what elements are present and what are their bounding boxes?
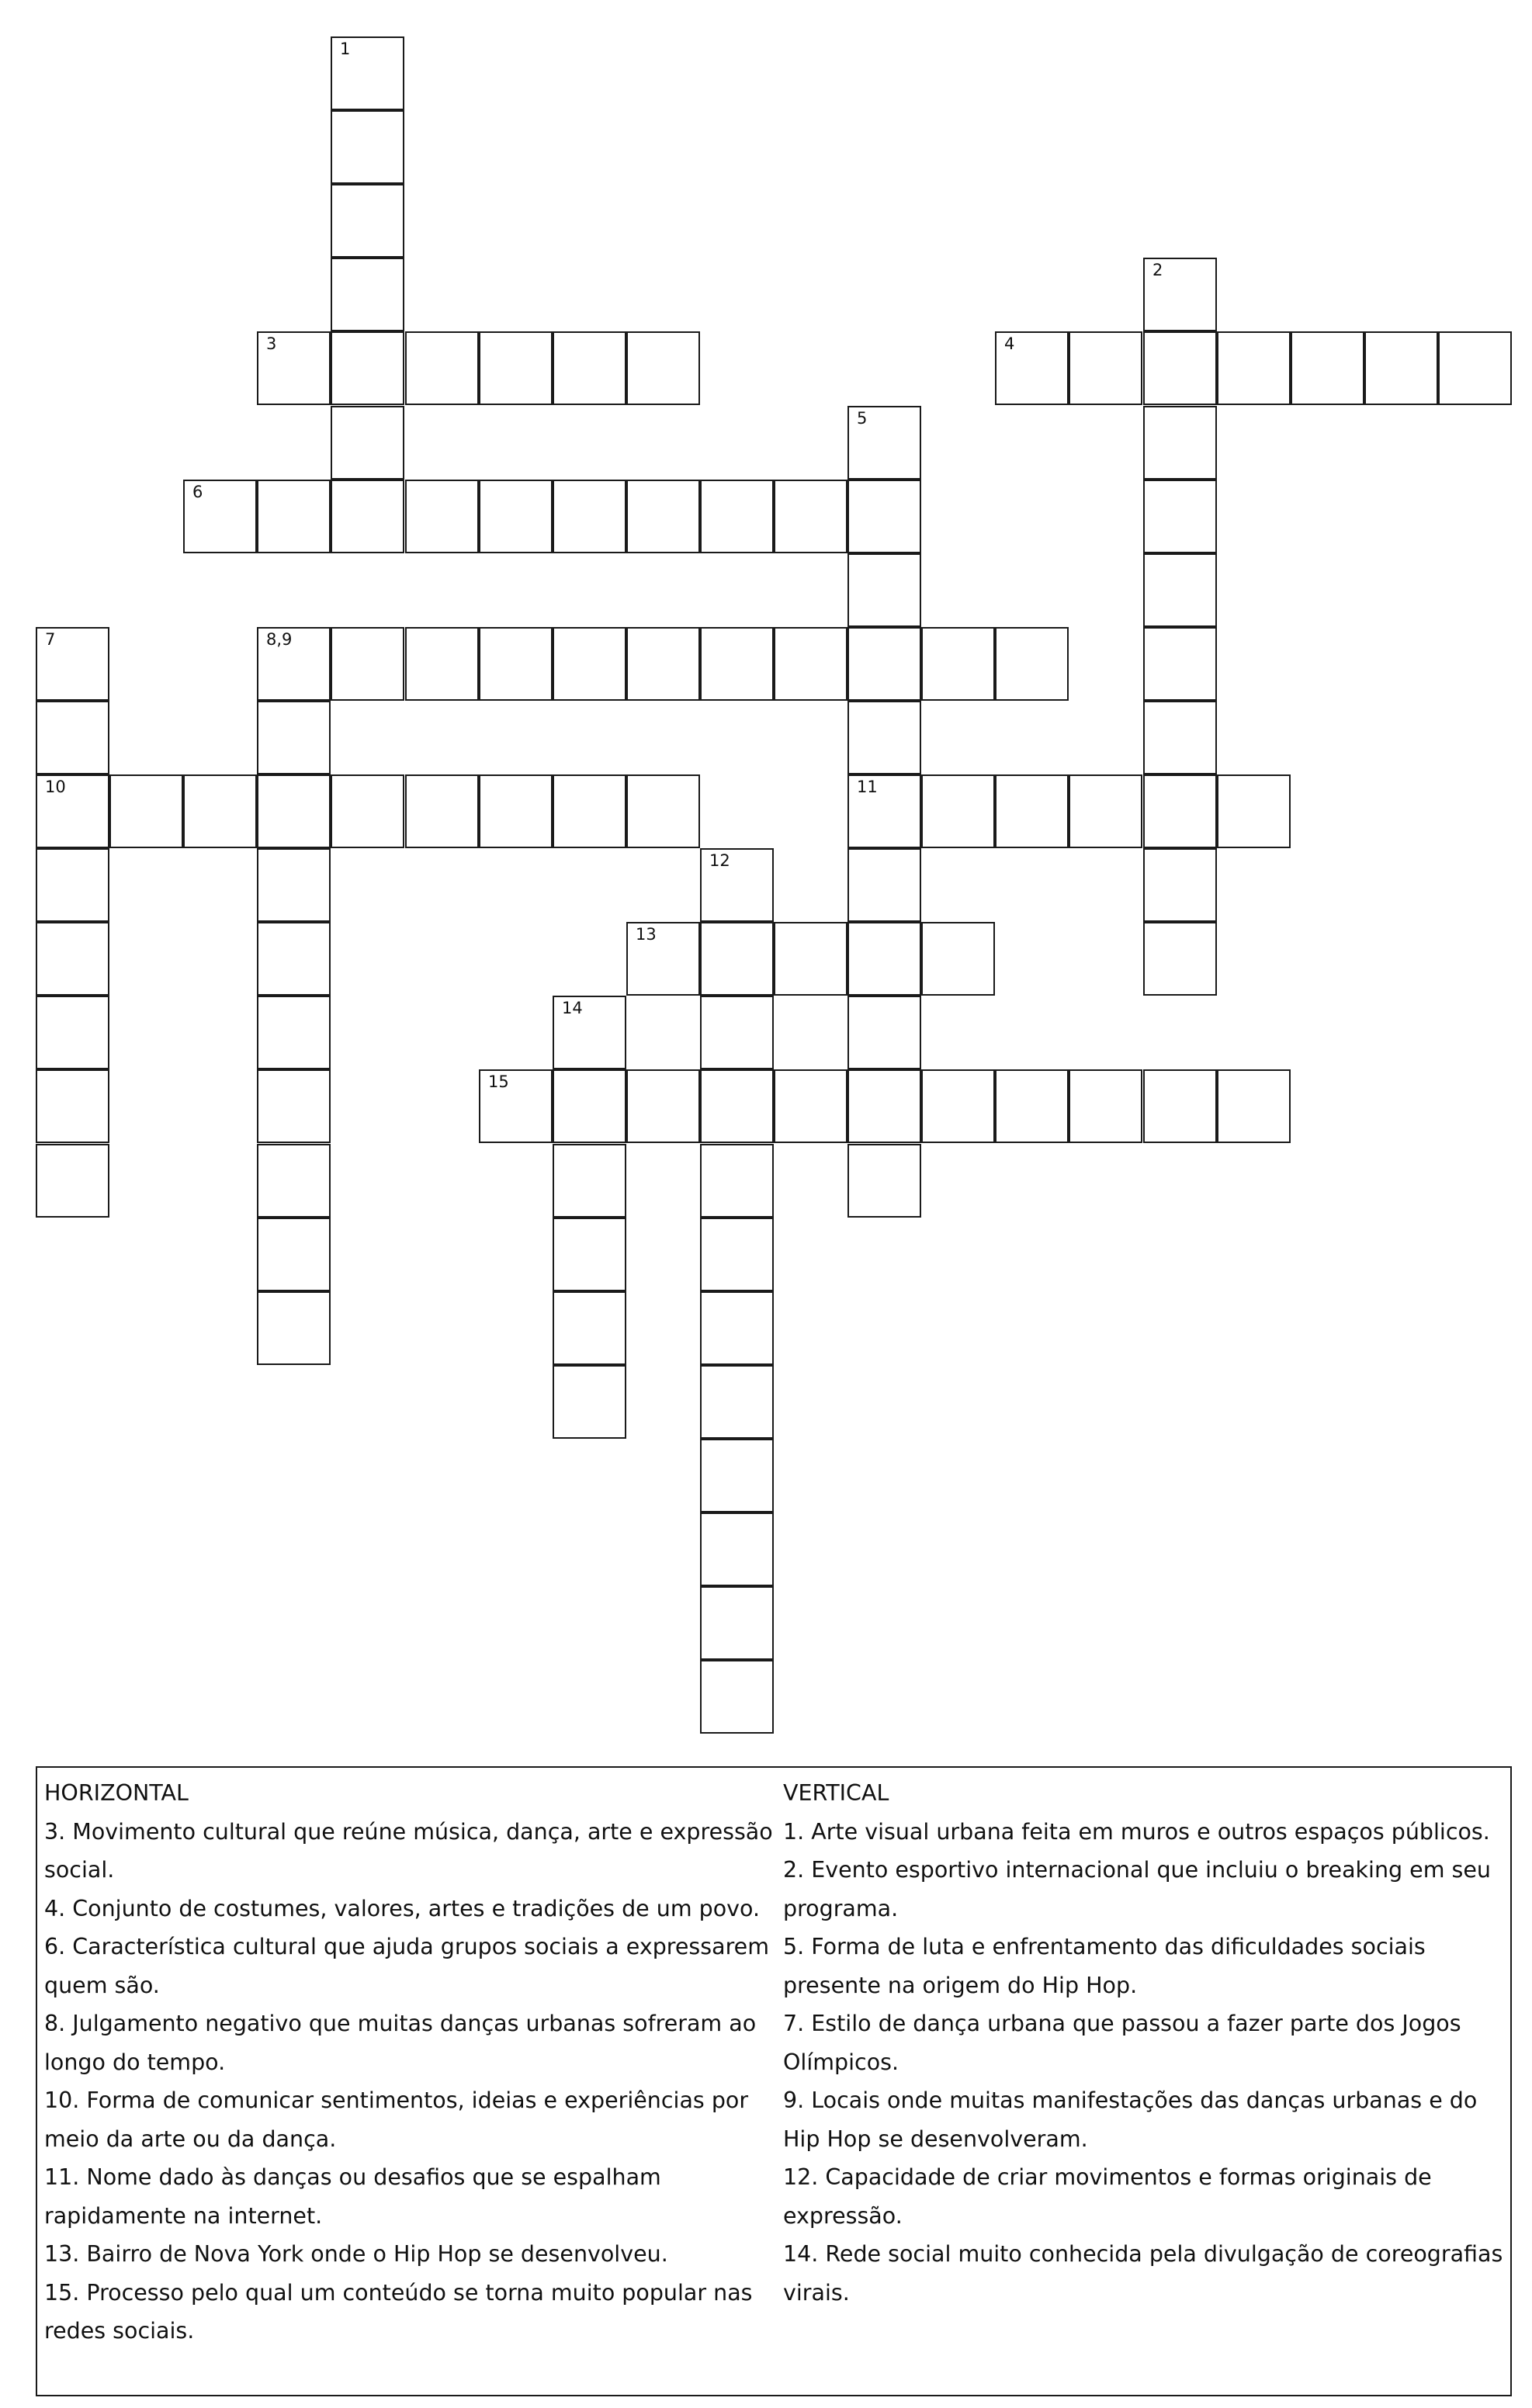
clue-vertical-5: 5. Forma de luta e enfrentamento das dificuldades sociais presente na origem do Hip Hop. — [783, 1934, 1426, 1998]
grid-cell[interactable] — [921, 774, 995, 848]
clue-vertical-7: 7. Estilo de dança urbana que passou a fazer parte dos Jogos Olímpicos. — [783, 2011, 1461, 2075]
clue-number: 13 — [636, 925, 657, 944]
grid-cell[interactable] — [1143, 480, 1217, 553]
grid-cell[interactable] — [1143, 331, 1217, 405]
grid-cell[interactable] — [1291, 331, 1364, 405]
grid-cell[interactable] — [1069, 1069, 1142, 1143]
grid-cell[interactable] — [700, 1439, 774, 1512]
grid-cell[interactable] — [1143, 406, 1217, 480]
clue-number: 12 — [709, 851, 730, 870]
grid-cell[interactable] — [257, 922, 331, 996]
clue-horizontal-10: 10. Forma de comunicar sentimentos, ideias e experiências por meio da arte ou da dança. — [44, 2088, 749, 2152]
grid-cell[interactable] — [995, 331, 1069, 405]
grid-cell[interactable] — [479, 1069, 553, 1143]
clue-number: 5 — [857, 409, 868, 428]
grid-cell[interactable] — [553, 1365, 626, 1439]
clue-number: 2 — [1152, 261, 1163, 279]
clue-vertical-1: 1. Arte visual urbana feita em muros e outros espaços públicos. — [783, 1818, 1490, 1845]
grid-cell[interactable] — [847, 922, 921, 996]
grid-cell[interactable] — [995, 627, 1069, 701]
clue-horizontal-3: 3. Movimento cultural que reúne música, dança, arte e expressão social. — [44, 1818, 773, 1883]
grid-cell[interactable] — [847, 1144, 921, 1218]
grid-cell[interactable] — [847, 406, 921, 480]
grid-cell[interactable] — [1217, 331, 1291, 405]
grid-cell[interactable] — [1143, 848, 1217, 922]
grid-cell[interactable] — [257, 331, 331, 405]
grid-cell[interactable] — [257, 701, 331, 774]
grid-cell[interactable] — [331, 258, 404, 331]
grid-cell[interactable] — [626, 922, 700, 996]
grid-cell[interactable] — [331, 480, 404, 553]
grid-cell[interactable] — [257, 774, 331, 848]
clue-vertical-2: 2. Evento esportivo internacional que incluiu o breaking em seu programa. — [783, 1857, 1491, 1921]
grid-cell[interactable] — [700, 922, 774, 996]
grid-cell[interactable] — [183, 480, 257, 553]
grid-cell[interactable] — [700, 1069, 774, 1143]
grid-cell[interactable] — [36, 701, 109, 774]
grid-cell[interactable] — [553, 1291, 626, 1365]
clue-horizontal-15: 15. Processo pelo qual um conteúdo se torna muito popular nas redes sociais. — [44, 2279, 753, 2344]
vertical-clues — [783, 1774, 1509, 2312]
clue-number: 11 — [857, 778, 878, 796]
grid-cell[interactable] — [626, 627, 700, 701]
clue-number: 15 — [488, 1072, 509, 1091]
grid-cell[interactable] — [405, 480, 479, 553]
grid-cell[interactable] — [700, 1144, 774, 1218]
grid-cell[interactable] — [36, 996, 109, 1069]
grid-cell[interactable] — [331, 36, 404, 110]
grid-cell[interactable] — [331, 627, 404, 701]
grid-cell[interactable] — [257, 1144, 331, 1218]
grid-cell[interactable] — [1217, 1069, 1291, 1143]
clue-number: 8,9 — [266, 630, 293, 649]
grid-cell[interactable] — [995, 1069, 1069, 1143]
grid-cell[interactable] — [405, 774, 479, 848]
clue-number: 7 — [45, 630, 56, 649]
grid-cell[interactable] — [331, 331, 404, 405]
grid-cell[interactable] — [109, 774, 183, 848]
grid-cell[interactable] — [700, 996, 774, 1069]
grid-cell[interactable] — [626, 331, 700, 405]
grid-cell[interactable] — [626, 480, 700, 553]
grid-cell[interactable] — [36, 1144, 109, 1218]
grid-cell[interactable] — [1069, 331, 1142, 405]
grid-cell[interactable] — [331, 184, 404, 258]
clue-horizontal-4: 4. Conjunto de costumes, valores, artes e tradições de um povo. — [44, 1895, 761, 1921]
clue-horizontal-13: 13. Bairro de Nova York onde o Hip Hop se desenvolveu. — [44, 2241, 668, 2267]
grid-cell[interactable] — [553, 1069, 626, 1143]
grid-cell[interactable] — [183, 774, 257, 848]
horizontal-heading: HORIZONTAL — [44, 1780, 189, 1806]
clues-box — [36, 1766, 1512, 2396]
grid-cell[interactable] — [700, 627, 774, 701]
grid-cell[interactable] — [553, 996, 626, 1069]
grid-cell[interactable] — [1069, 774, 1142, 848]
clue-horizontal-6: 6. Característica cultural que ajuda grupos sociais a expressarem quem são. — [44, 1934, 769, 1998]
grid-cell[interactable] — [553, 774, 626, 848]
clue-number: 14 — [562, 999, 583, 1017]
clue-number: 1 — [340, 40, 351, 58]
grid-cell[interactable] — [1143, 774, 1217, 848]
grid-cell[interactable] — [257, 848, 331, 922]
grid-cell[interactable] — [257, 480, 331, 553]
clue-horizontal-8: 8. Julgamento negativo que muitas danças urbanas sofreram ao longo do tempo. — [44, 2011, 757, 2075]
grid-cell[interactable] — [700, 1291, 774, 1365]
clue-number: 3 — [266, 334, 277, 353]
grid-cell[interactable] — [700, 1365, 774, 1439]
grid-cell[interactable] — [700, 1660, 774, 1734]
grid-cell[interactable] — [1217, 774, 1291, 848]
grid-cell[interactable] — [479, 627, 553, 701]
grid-cell[interactable] — [1143, 701, 1217, 774]
grid-cell[interactable] — [405, 627, 479, 701]
grid-cell[interactable] — [921, 922, 995, 996]
grid-cell[interactable] — [847, 480, 921, 553]
vertical-heading: VERTICAL — [783, 1780, 889, 1806]
grid-cell[interactable] — [774, 627, 847, 701]
grid-cell[interactable] — [257, 1291, 331, 1365]
grid-cell[interactable] — [995, 774, 1069, 848]
grid-cell[interactable] — [847, 701, 921, 774]
grid-cell[interactable] — [1438, 331, 1512, 405]
grid-cell[interactable] — [847, 774, 921, 848]
grid-cell[interactable] — [331, 406, 404, 480]
grid-cell[interactable] — [1143, 627, 1217, 701]
grid-cell[interactable] — [553, 331, 626, 405]
grid-cell[interactable] — [405, 331, 479, 405]
grid-cell[interactable] — [847, 996, 921, 1069]
grid-cell[interactable] — [36, 922, 109, 996]
grid-cell[interactable] — [479, 480, 553, 553]
clue-vertical-9: 9. Locais onde muitas manifestações das danças urbanas e do Hip Hop se desenvolveram. — [783, 2088, 1478, 2152]
grid-cell[interactable] — [921, 627, 995, 701]
grid-cell[interactable] — [257, 996, 331, 1069]
grid-cell[interactable] — [774, 922, 847, 996]
grid-cell[interactable] — [479, 774, 553, 848]
clue-number: 4 — [1004, 334, 1015, 353]
grid-cell[interactable] — [36, 627, 109, 701]
grid-cell[interactable] — [700, 1218, 774, 1291]
grid-cell[interactable] — [1143, 922, 1217, 996]
grid-cell[interactable] — [331, 774, 404, 848]
grid-cell[interactable] — [257, 627, 331, 701]
clue-number: 6 — [192, 483, 203, 501]
grid-cell[interactable] — [847, 553, 921, 627]
grid-cell[interactable] — [700, 480, 774, 553]
grid-cell[interactable] — [921, 1069, 995, 1143]
grid-cell[interactable] — [36, 848, 109, 922]
grid-cell[interactable] — [257, 1069, 331, 1143]
grid-cell[interactable] — [1364, 331, 1438, 405]
grid-cell[interactable] — [700, 848, 774, 922]
grid-cell[interactable] — [847, 627, 921, 701]
grid-cell[interactable] — [626, 1069, 700, 1143]
grid-cell[interactable] — [700, 1586, 774, 1660]
grid-cell[interactable] — [626, 774, 700, 848]
grid-cell[interactable] — [331, 110, 404, 184]
grid-cell[interactable] — [36, 1069, 109, 1143]
grid-cell[interactable] — [774, 1069, 847, 1143]
grid-cell[interactable] — [1143, 553, 1217, 627]
grid-cell[interactable] — [553, 480, 626, 553]
grid-cell[interactable] — [553, 1144, 626, 1218]
grid-cell[interactable] — [479, 331, 553, 405]
grid-cell[interactable] — [847, 848, 921, 922]
grid-cell[interactable] — [1143, 258, 1217, 331]
grid-cell[interactable] — [553, 627, 626, 701]
grid-cell[interactable] — [847, 1069, 921, 1143]
grid-cell[interactable] — [257, 1218, 331, 1291]
clue-vertical-14: 14. Rede social muito conhecida pela divulgação de coreografias virais. — [783, 2241, 1503, 2306]
grid-cell[interactable] — [36, 774, 109, 848]
grid-cell[interactable] — [700, 1512, 774, 1586]
grid-cell[interactable] — [1143, 1069, 1217, 1143]
horizontal-clues — [44, 1774, 774, 2351]
grid-cell[interactable] — [553, 1218, 626, 1291]
clue-vertical-12: 12. Capacidade de criar movimentos e formas originais de expressão. — [783, 2164, 1432, 2229]
clue-number: 10 — [45, 778, 66, 796]
clue-horizontal-11: 11. Nome dado às danças ou desafios que se espalham rapidamente na internet. — [44, 2164, 661, 2229]
grid-cell[interactable] — [774, 480, 847, 553]
